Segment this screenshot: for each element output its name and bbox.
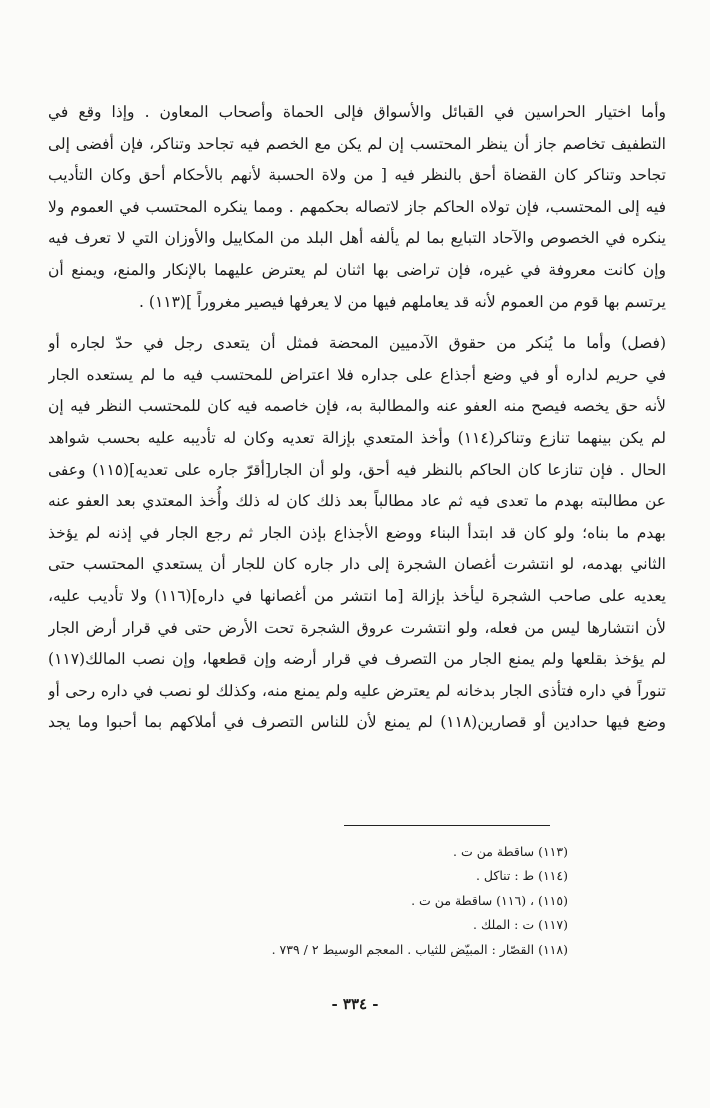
text-line: في حريم لداره أو في وضع أجذاع على جداره فلا اعتراض للمحتسب فيه ما لم يستعده الجار [48, 365, 666, 384]
text-line: الحال . فإن تنازعا كان الحاكم بالنظر فيه أحق، ولو أن الجار[أقرّ جاره على تعديه](١١٥) وعفى [48, 460, 666, 479]
footnote-separator [344, 825, 550, 826]
text-line: يعديه على صاحب الشجرة ليأخذ بإزالة [ما انتشر من أغصانها في داره](١١٦) ولا تأديب عليه، [48, 586, 666, 605]
footnotes [128, 840, 568, 962]
footnote: (١١٨) القصّار : المبيّض للثياب . المعجم الوسيط ٢ / ٧٣٩ . [271, 941, 568, 957]
text-line: تجاحد وتناكر كان القضاة أحق بالنظر فيه [ من ولاة الحسبة لأنهم بالأحكام أحق وكان التأديب [48, 166, 666, 185]
footnote: (١١٧) ت : الملك . [473, 917, 568, 933]
text-line: بهدم ما بناه؛ ولو كان قد ابتدأ البناء ووضع الأجذاع بإذن الجار ثم رجع الجار في إذنه لم يؤخذ [48, 523, 666, 542]
text-line: لأن انتشارها ليس من فعله، ولو انتشرت عروق الشجرة تحت الأرض حتى في قرار أرض الجار [48, 618, 666, 637]
text-line: (فصل) وأما ما يُنكر من حقوق الآدميين المحضة فمثل أن يتعدى رجل في حدّ لجاره أو [48, 334, 666, 353]
text-line: لم يؤخذ بقلعها ولم يمنع الجار من التصرف في قرار أرضه وإن قطعها، وإن نصب المالك(١١٧) [48, 650, 666, 669]
main-text [48, 97, 666, 739]
text-line: يرتسم بها قوم من العموم لأنه قد يعاملهم فيها من لا يعرفها فيصير مغروراً ](١١٣) . [139, 292, 666, 311]
footnote: (١١٤) ط : تناكل . [475, 868, 568, 884]
text-line: عن مطالبته بهدم ما تعدى فيه ثم عاد مطالباً بعد ذلك كان له ذلك وأُخذ المعتدي بعد العفو عنه [48, 492, 666, 511]
text-line: الثاني بهدمه، لو انتشرت أغصان الشجرة إلى دار جاره كان للجار أن يستعدي المحتسب حتى [48, 555, 666, 574]
text-line: فيه إلى المحتسب، فإن تولاه الحاكم جاز لاتصاله بحكمهم . ومما ينكره المحتسب في العموم ولا [48, 197, 666, 216]
text-line: وضع فيها حدادين أو قصارين(١١٨) لم يمنع لأن للناس التصرف في أملاكهم بما أحبوا وما يجد [48, 713, 666, 732]
text-line: التطفيف تخاصم جاز أن ينظر المحتسب إن لم يكن مع الخصم فيه تجاحد وتناكر، فإن أفضى إلى [48, 134, 666, 153]
text-line: لم يكن بينهما تنازع وتناكر(١١٤) وأخذ المتعدي بإزالة تعديه وكان له تأديبه عليه بحسب شواهد [48, 428, 666, 447]
text-line: وإن كانت معروفة في غيره، فإن تراضى بها اثنان لم يعترض عليهما بالإنكار والمنع، ويمنع أن [48, 260, 666, 279]
text-line: وأما اختيار الحراسين في القبائل والأسواق فإلى الحماة وأصحاب المعاون . وإذا وقع في [48, 103, 666, 121]
text-line: ينكره في الخصوص والآحاد التبايع بما لم يألفه أهل البلد من المكاييل والأوزان التي لا تعرف فيه [48, 229, 666, 248]
text-line: لأنه حق يخصه فيصح منه العفو عنه والمطالبة به، فإن خاصمه فيه كان للمحتسب النظر فيه إن [48, 397, 666, 416]
footnote: (١١٣) ساقطة من ت . [453, 844, 568, 859]
paragraph [48, 97, 666, 318]
paragraph [48, 328, 666, 739]
text-line: تنوراً في داره فتأذى الجار بدخانه لم يعترض عليه ولم يمنع منه، وكذلك لو نصب في داره رحى أو [48, 681, 666, 700]
page-number: - ٣٣٤ - [331, 995, 379, 1013]
footnote: (١١٥) ، (١١٦) ساقطة من ت . [411, 892, 568, 908]
